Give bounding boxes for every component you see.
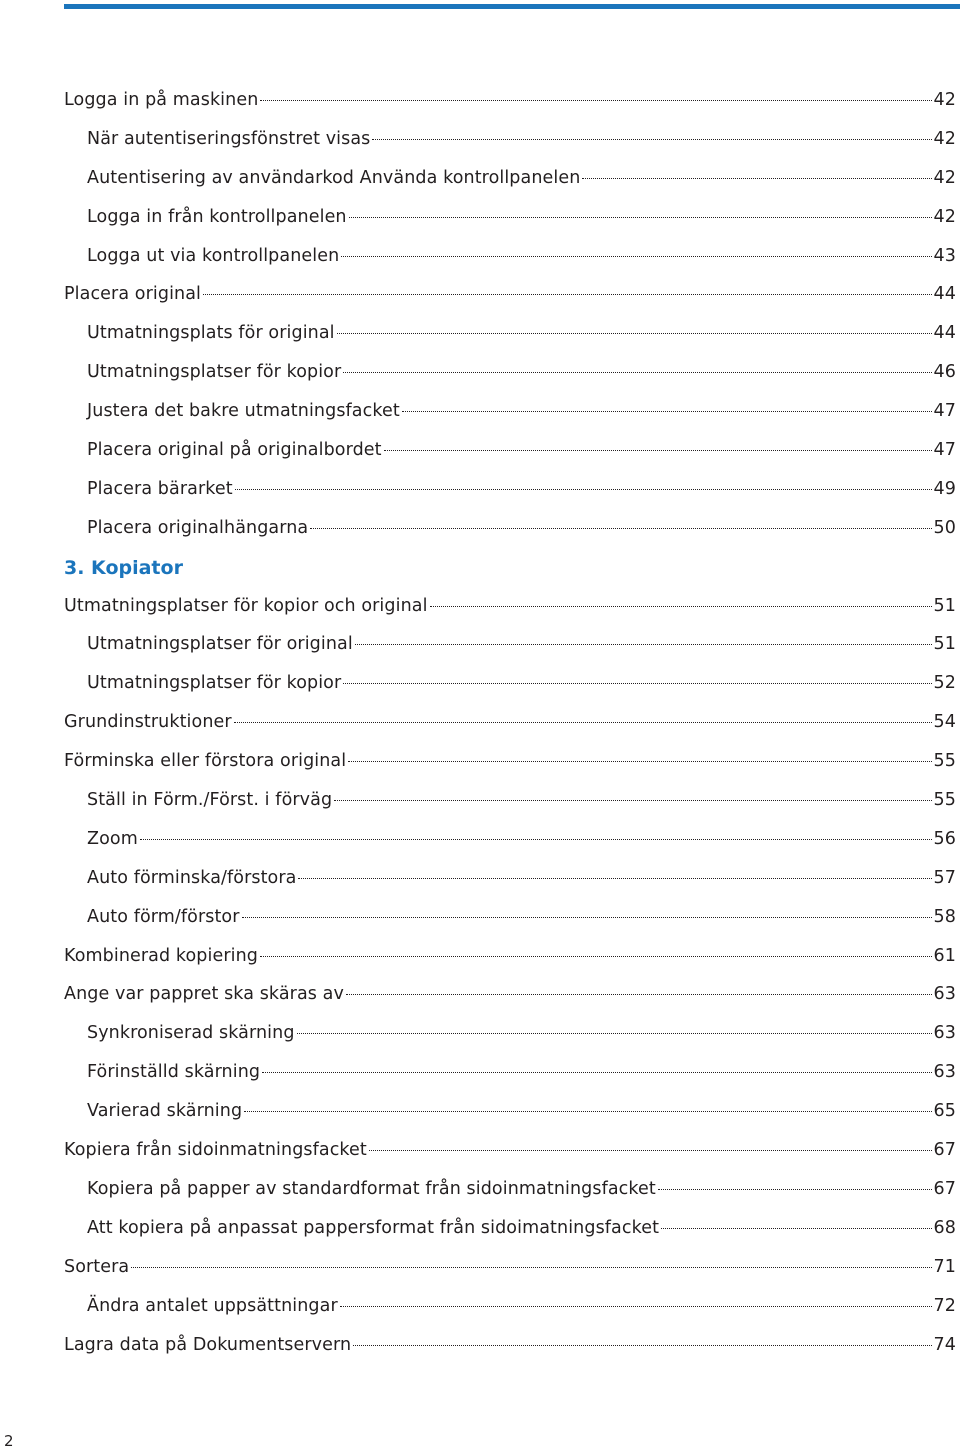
toc-entry-page: 47	[933, 440, 956, 461]
toc-entry[interactable]	[64, 1257, 956, 1296]
toc-entry-page: 52	[933, 673, 956, 694]
toc-entry-label: Förinställd skärning	[87, 1062, 261, 1083]
toc-entry-label: Logga in på maskinen	[64, 90, 259, 110]
toc-dot-leader	[349, 217, 932, 218]
chapter-heading: 3. Kopiator	[64, 556, 183, 579]
toc-entry-label: Ändra antalet uppsättningar	[87, 1295, 338, 1316]
toc-dot-leader	[661, 1228, 932, 1229]
toc-entry-page: 46	[933, 362, 956, 383]
toc-dot-leader	[348, 761, 931, 762]
toc-entry-label: Ange var pappret ska skäras av	[64, 984, 344, 1005]
toc-entry-page: 58	[933, 906, 956, 927]
toc-entry[interactable]	[64, 1023, 956, 1062]
toc-entry-page: 55	[933, 751, 956, 772]
toc-dot-leader	[244, 1111, 931, 1112]
toc-entry[interactable]	[64, 284, 956, 323]
toc-entry-label: Utmatningsplats för original	[87, 323, 335, 344]
toc-entry[interactable]	[64, 673, 956, 712]
toc-dot-leader	[203, 294, 932, 295]
toc-entry[interactable]	[64, 323, 956, 362]
toc-entry[interactable]	[64, 129, 956, 168]
toc-dot-leader	[346, 994, 932, 995]
toc-dot-leader	[384, 450, 932, 451]
toc-entry-page: 63	[933, 984, 956, 1005]
toc-entry-label: Sortera	[64, 1256, 130, 1277]
toc-entry-label: När autentiseringsfönstret visas	[87, 128, 371, 149]
toc-entry[interactable]	[64, 246, 956, 285]
toc-entry-page: 68	[933, 1217, 956, 1238]
toc-entry-page: 54	[933, 712, 956, 733]
toc-entry-page: 44	[933, 284, 956, 305]
toc-entry-page: 43	[933, 245, 956, 266]
toc-dot-leader	[262, 1072, 931, 1073]
toc-entry[interactable]	[64, 829, 956, 868]
toc-entry-page: 72	[933, 1295, 956, 1316]
toc-entry-label: Zoom	[87, 828, 138, 849]
toc-entry-label: Auto förm/förstor	[87, 906, 240, 927]
toc-entry-page: 42	[933, 90, 956, 110]
toc-entry[interactable]	[64, 946, 956, 985]
toc-entry-page: 63	[933, 1023, 956, 1044]
toc-entry-page: 44	[933, 323, 956, 344]
toc-entry-label: Placera bärarket	[87, 478, 233, 499]
toc-entry-page: 65	[933, 1101, 956, 1122]
table-of-contents	[64, 90, 956, 1373]
toc-entry-page: 49	[933, 478, 956, 499]
toc-entry-label: Varierad skärning	[87, 1101, 243, 1122]
toc-entry-page: 55	[933, 790, 956, 811]
toc-dot-leader	[343, 372, 931, 373]
toc-entry-page: 74	[933, 1334, 956, 1355]
toc-entry-label: Autentisering av användarkod Använda kontrollpanelen	[87, 167, 581, 188]
toc-entry[interactable]	[64, 868, 956, 907]
toc-dot-leader	[658, 1189, 932, 1190]
toc-entry-label: Utmatningsplatser för kopior	[87, 362, 342, 383]
toc-dot-leader	[369, 1150, 932, 1151]
toc-entry[interactable]	[64, 1062, 956, 1101]
toc-entry[interactable]	[64, 518, 956, 557]
toc-dot-leader	[337, 333, 932, 334]
toc-entry-label: Synkroniserad skärning	[87, 1023, 295, 1044]
toc-dot-leader	[402, 411, 932, 412]
toc-entry[interactable]	[64, 712, 956, 751]
toc-entry[interactable]	[64, 1296, 956, 1335]
toc-entry-page: 57	[933, 867, 956, 888]
toc-entry-page: 42	[933, 167, 956, 188]
toc-section-before	[64, 90, 956, 557]
toc-entry-page: 56	[933, 828, 956, 849]
toc-dot-leader	[235, 489, 932, 490]
toc-dot-leader	[260, 100, 931, 101]
toc-entry-page: 71	[933, 1256, 956, 1277]
toc-entry-page: 67	[933, 1178, 956, 1199]
toc-entry[interactable]	[64, 907, 956, 946]
toc-entry-label: Förminska eller förstora original	[64, 751, 347, 772]
toc-entry-label: Kombinerad kopiering	[64, 945, 258, 966]
toc-entry-label: Utmatningsplatser för kopior	[87, 673, 342, 694]
toc-entry[interactable]	[64, 596, 956, 635]
toc-entry[interactable]	[64, 401, 956, 440]
toc-entry-page: 42	[933, 206, 956, 227]
toc-dot-leader	[131, 1267, 931, 1268]
toc-entry[interactable]	[64, 1335, 956, 1374]
toc-dot-leader	[140, 839, 932, 840]
toc-entry[interactable]	[64, 1140, 956, 1179]
toc-entry-label: Logga ut via kontrollpanelen	[87, 245, 340, 266]
toc-entry[interactable]	[64, 984, 956, 1023]
toc-entry[interactable]	[64, 362, 956, 401]
toc-dot-leader	[582, 178, 931, 179]
toc-entry-label: Utmatningsplatser för original	[87, 634, 353, 655]
toc-entry-label: Logga in från kontrollpanelen	[87, 206, 347, 227]
toc-entry[interactable]	[64, 90, 956, 129]
toc-entry-label: Justera det bakre utmatningsfacket	[87, 401, 400, 422]
toc-entry-label: Utmatningsplatser för kopior och original	[64, 595, 428, 616]
toc-dot-leader	[310, 528, 931, 529]
toc-entry-page: 61	[933, 945, 956, 966]
toc-entry[interactable]	[64, 634, 956, 673]
toc-entry-page: 67	[933, 1140, 956, 1161]
toc-entry[interactable]	[64, 207, 956, 246]
toc-section-after	[64, 596, 956, 1374]
toc-dot-leader	[430, 606, 932, 607]
toc-dot-leader	[340, 1306, 932, 1307]
toc-dot-leader	[260, 956, 932, 957]
toc-dot-leader	[355, 644, 932, 645]
toc-entry-label: Placera originalhängarna	[87, 517, 309, 538]
toc-entry[interactable]	[64, 1218, 956, 1257]
toc-dot-leader	[334, 800, 931, 801]
toc-entry-label: Placera original	[64, 284, 202, 305]
toc-entry-page: 50	[933, 517, 956, 538]
page-number: 2	[4, 1432, 14, 1450]
toc-entry[interactable]	[64, 1101, 956, 1140]
toc-dot-leader	[242, 917, 932, 918]
toc-entry-label: Lagra data på Dokumentservern	[64, 1334, 352, 1355]
toc-entry[interactable]	[64, 1179, 956, 1218]
toc-entry-label: Placera original på originalbordet	[87, 440, 382, 461]
toc-dot-leader	[298, 878, 931, 879]
toc-entry-label: Kopiera på papper av standardformat från sidoinmatningsfacket	[87, 1178, 656, 1199]
toc-entry[interactable]	[64, 168, 956, 207]
toc-dot-leader	[343, 683, 931, 684]
toc-dot-leader	[297, 1033, 932, 1034]
toc-entry-page: 63	[933, 1062, 956, 1083]
toc-dot-leader	[234, 722, 932, 723]
toc-dot-leader	[353, 1345, 931, 1346]
toc-entry[interactable]	[64, 790, 956, 829]
toc-entry-page: 47	[933, 401, 956, 422]
toc-entry-page: 51	[933, 595, 956, 616]
toc-entry-label: Att kopiera på anpassat pappersformat från sidoimatningsfacket	[87, 1217, 660, 1238]
toc-entry[interactable]	[64, 479, 956, 518]
toc-dot-leader	[372, 139, 931, 140]
toc-entry-label: Auto förminska/förstora	[87, 867, 297, 888]
toc-entry-label: Kopiera från sidoinmatningsfacket	[64, 1140, 367, 1161]
toc-entry-label: Grundinstruktioner	[64, 712, 232, 733]
toc-entry-page: 42	[933, 128, 956, 149]
toc-dot-leader	[341, 256, 931, 257]
toc-entry-page: 51	[933, 634, 956, 655]
toc-entry[interactable]	[64, 440, 956, 479]
toc-entry-label: Ställ in Förm./Först. i förväg	[87, 790, 333, 811]
toc-entry[interactable]	[64, 751, 956, 790]
header-rule	[64, 4, 960, 9]
